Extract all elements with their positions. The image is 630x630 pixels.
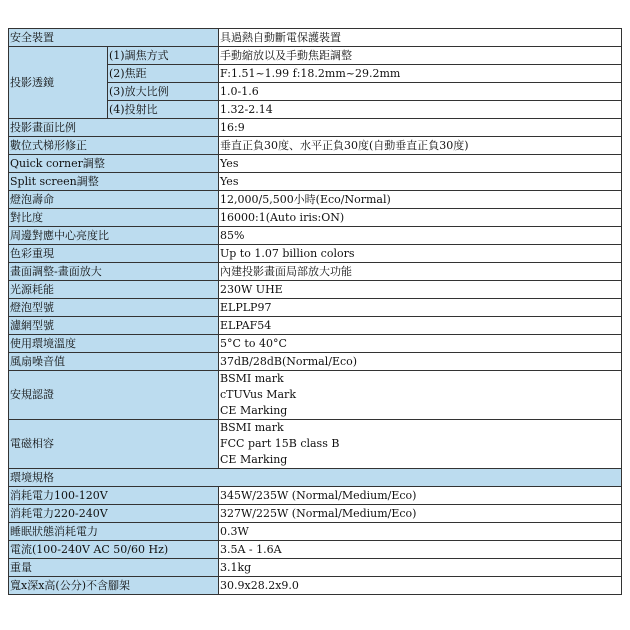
spec-value: 16000:1(Auto iris:ON) (219, 209, 622, 227)
spec-label: 安規認證 (9, 371, 219, 420)
spec-label: 風扇噪音值 (9, 353, 219, 371)
spec-label: Quick corner調整 (9, 155, 219, 173)
table-row (9, 47, 622, 65)
spec-value: Yes (219, 173, 622, 191)
table-row (9, 209, 622, 227)
table-row (9, 245, 622, 263)
spec-value: Yes (219, 155, 622, 173)
table-row (9, 317, 622, 335)
spec-table (8, 28, 622, 595)
spec-label: 燈泡型號 (9, 299, 219, 317)
spec-label: 燈泡壽命 (9, 191, 219, 209)
table-row (9, 371, 622, 420)
spec-value: 1.32-2.14 (219, 101, 622, 119)
table-row (9, 487, 622, 505)
spec-value: 手動縮放以及手動焦距調整 (219, 47, 622, 65)
spec-value-line: FCC part 15B class B (220, 437, 340, 450)
spec-value: 1.0-1.6 (219, 83, 622, 101)
spec-value: 垂直正負30度、水平正負30度(自動垂直正負30度) (219, 137, 622, 155)
spec-label: 光源耗能 (9, 281, 219, 299)
spec-value-line: BSMI mark (220, 421, 284, 434)
table-row (9, 137, 622, 155)
spec-label: 睡眠狀態消耗電力 (9, 523, 219, 541)
spec-sublabel: (2)焦距 (108, 65, 219, 83)
spec-label: 對比度 (9, 209, 219, 227)
table-row (9, 559, 622, 577)
spec-value: 具過熱自動斷電保護裝置 (219, 29, 622, 47)
section-header: 環境規格 (9, 469, 622, 487)
spec-value-line: cTUVus Mark (220, 388, 296, 401)
spec-value: Up to 1.07 billion colors (219, 245, 622, 263)
table-row (9, 420, 622, 469)
spec-value: ELPAF54 (219, 317, 622, 335)
spec-value (219, 420, 622, 469)
table-row (9, 353, 622, 371)
spec-value-line: BSMI mark (220, 372, 284, 385)
spec-value: 345W/235W (Normal/Medium/Eco) (219, 487, 622, 505)
table-row (9, 523, 622, 541)
spec-value: 37dB/28dB(Normal/Eco) (219, 353, 622, 371)
spec-label: 濾網型號 (9, 317, 219, 335)
spec-label: 消耗電力100-120V (9, 487, 219, 505)
table-row (9, 281, 622, 299)
spec-value: 5°C to 40°C (219, 335, 622, 353)
spec-value: 12,000/5,500小時(Eco/Normal) (219, 191, 622, 209)
spec-value-line: CE Marking (220, 453, 288, 466)
spec-label-lens: 投影透鏡 (9, 47, 108, 119)
spec-value: 230W UHE (219, 281, 622, 299)
spec-label: 色彩重現 (9, 245, 219, 263)
spec-value: ELPLP97 (219, 299, 622, 317)
spec-sublabel: (3)放大比例 (108, 83, 219, 101)
table-row (9, 577, 622, 595)
spec-value-line: CE Marking (220, 404, 288, 417)
table-row (9, 505, 622, 523)
spec-value: 30.9x28.2x9.0 (219, 577, 622, 595)
table-row (9, 335, 622, 353)
spec-value: 327W/225W (Normal/Medium/Eco) (219, 505, 622, 523)
spec-sublabel: (1)調焦方式 (108, 47, 219, 65)
spec-value: 0.3W (219, 523, 622, 541)
spec-value: 內建投影畫面局部放大功能 (219, 263, 622, 281)
table-row (9, 119, 622, 137)
spec-value: 85% (219, 227, 622, 245)
table-row (9, 173, 622, 191)
spec-value: 3.1kg (219, 559, 622, 577)
spec-sublabel: (4)投射比 (108, 101, 219, 119)
spec-label: 周邊對應中心亮度比 (9, 227, 219, 245)
table-row (9, 191, 622, 209)
table-row (9, 227, 622, 245)
section-header-row (9, 469, 622, 487)
spec-label: 投影畫面比例 (9, 119, 219, 137)
spec-label: 數位式梯形修正 (9, 137, 219, 155)
spec-value: F:1.51~1.99 f:18.2mm~29.2mm (219, 65, 622, 83)
spec-label: 重量 (9, 559, 219, 577)
spec-label: Split screen調整 (9, 173, 219, 191)
spec-label: 消耗電力220-240V (9, 505, 219, 523)
spec-label: 電磁相容 (9, 420, 219, 469)
table-row (9, 541, 622, 559)
table-row (9, 263, 622, 281)
spec-value: 3.5A - 1.6A (219, 541, 622, 559)
spec-label: 電流(100-240V AC 50/60 Hz) (9, 541, 219, 559)
spec-label: 使用環境溫度 (9, 335, 219, 353)
table-row (9, 29, 622, 47)
spec-label: 畫面調整-畫面放大 (9, 263, 219, 281)
table-row (9, 299, 622, 317)
spec-value: 16:9 (219, 119, 622, 137)
spec-label: 寬x深x高(公分)不含腳架 (9, 577, 219, 595)
spec-value (219, 371, 622, 420)
table-row (9, 155, 622, 173)
spec-label: 安全裝置 (9, 29, 219, 47)
